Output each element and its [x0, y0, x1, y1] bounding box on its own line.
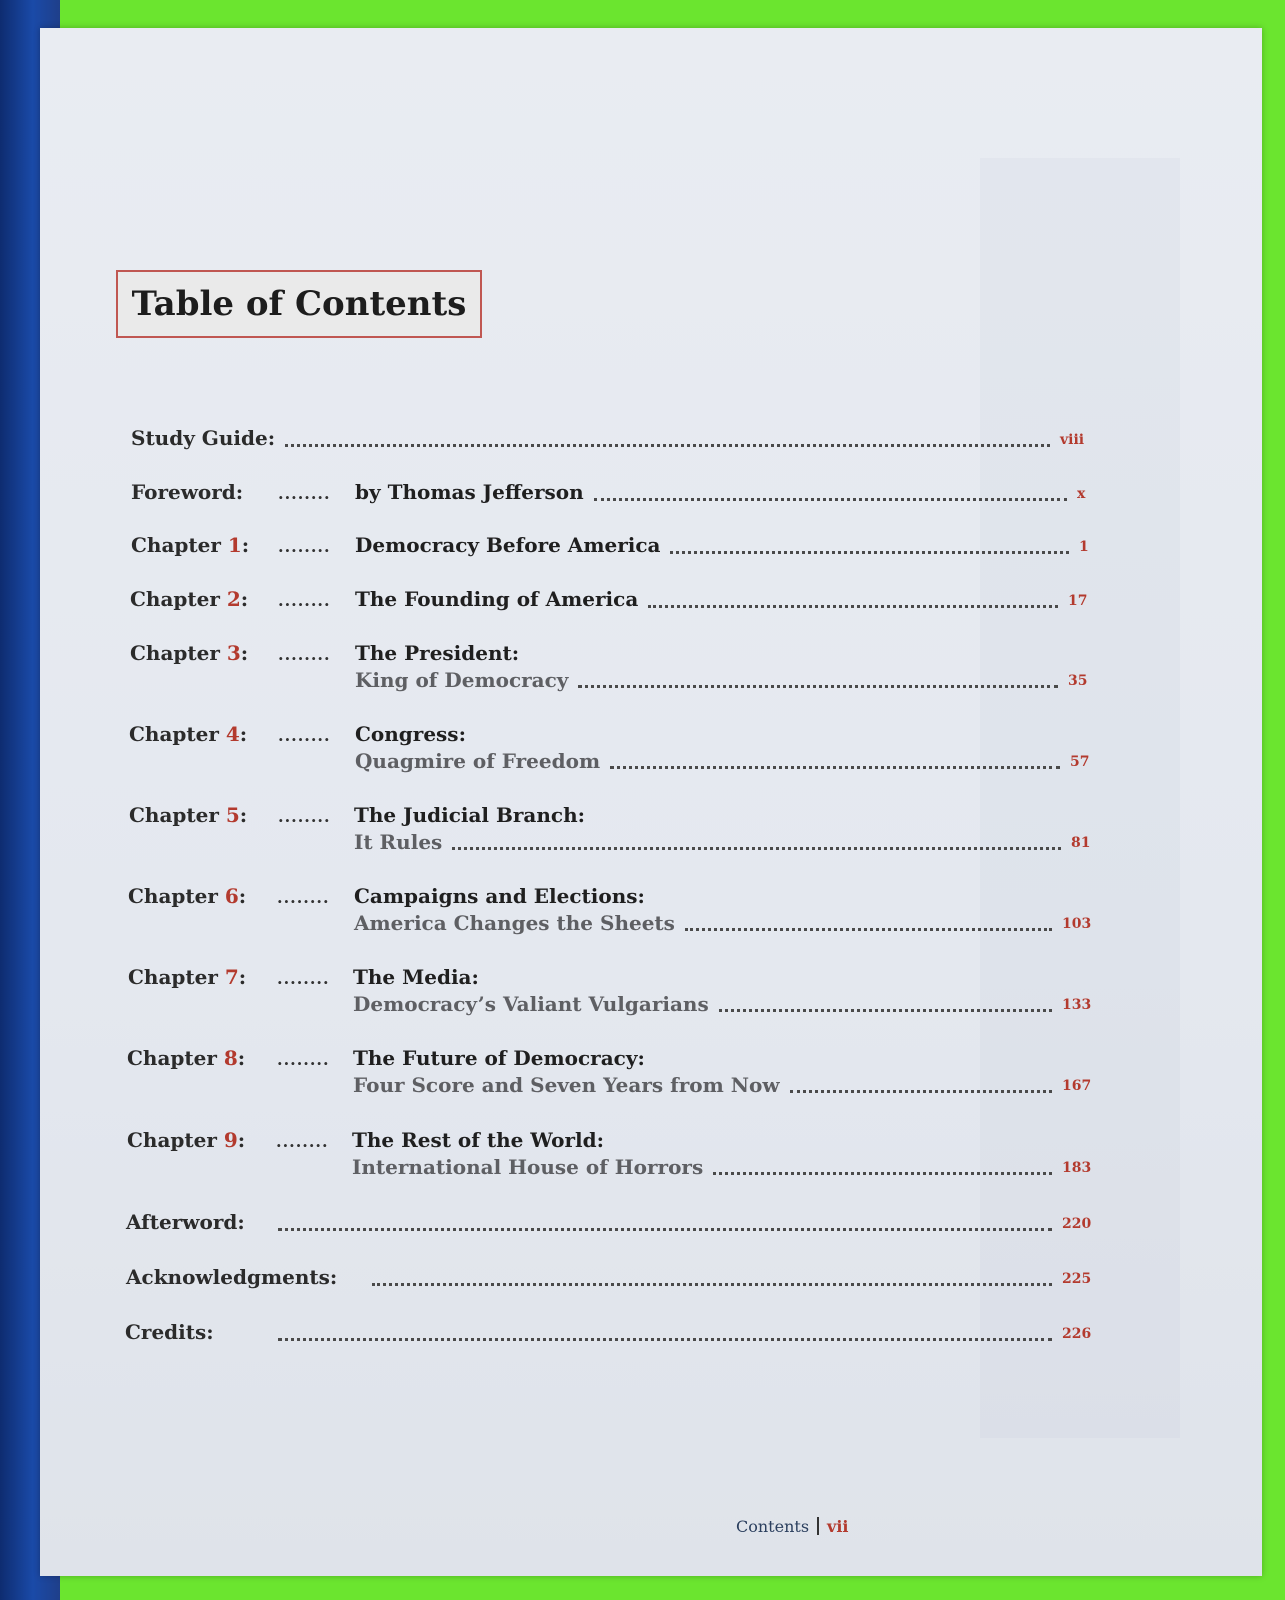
entry-label-text: Chapter [130, 641, 227, 665]
toc-entry [0, 533, 1285, 593]
short-leader-dots: ........ [277, 969, 330, 988]
label-colon: : [239, 722, 248, 746]
leader-dots [372, 1283, 1052, 1286]
entry-title[interactable]: The Media: [353, 965, 479, 989]
leader-dots [790, 1090, 1052, 1093]
entry-title[interactable]: The Judicial Branch: [354, 803, 586, 827]
toc-heading-box [116, 270, 482, 338]
page-number[interactable]: 226 [1062, 1326, 1092, 1342]
leader-dots [278, 1228, 1052, 1231]
entry-label [131, 426, 275, 450]
leader-dots [594, 498, 1067, 501]
leader-dots [610, 766, 1060, 769]
entry-label [131, 480, 243, 504]
footer-page-number: vii [827, 1517, 849, 1536]
page-number[interactable]: 1 [1079, 539, 1089, 555]
page-number[interactable]: 103 [1062, 916, 1092, 932]
entry-label [131, 533, 249, 557]
entry-subtitle[interactable]: Four Score and Seven Years from Now [353, 1073, 780, 1097]
toc-entry [0, 1320, 1285, 1380]
leader-dots [719, 1009, 1052, 1012]
entry-subtitle[interactable]: America Changes the Sheets [354, 911, 675, 935]
entry-title[interactable]: The Future of Democracy: [353, 1046, 645, 1070]
entry-label [130, 641, 248, 665]
short-leader-dots: ........ [277, 1050, 330, 1069]
short-leader-dots: ........ [278, 807, 331, 826]
chapter-number: 4 [225, 722, 240, 746]
toc-entry [0, 641, 1285, 701]
toc-entry [0, 1128, 1285, 1188]
entry-title[interactable]: The Founding of America [355, 587, 639, 611]
entry-label-text: Acknowledgments: [126, 1265, 338, 1289]
toc-entry [0, 480, 1285, 540]
entry-label [127, 1128, 245, 1152]
label-colon: : [240, 587, 249, 611]
page-number[interactable]: 57 [1070, 754, 1090, 770]
entry-label [129, 722, 247, 746]
page-number[interactable]: 35 [1068, 673, 1088, 689]
entry-label-text: Chapter [129, 803, 226, 827]
entry-title[interactable]: The Rest of the World: [352, 1128, 604, 1152]
entry-label [125, 1320, 214, 1344]
leader-dots [285, 444, 1050, 447]
label-colon: : [238, 965, 247, 989]
short-leader-dots: ........ [278, 726, 331, 745]
page-number[interactable]: 81 [1071, 835, 1091, 851]
label-colon: : [238, 884, 247, 908]
entry-label [130, 587, 248, 611]
entry-label [129, 803, 247, 827]
page-number[interactable]: 167 [1062, 1078, 1092, 1094]
page-number[interactable]: 133 [1062, 997, 1092, 1013]
toc-entry [0, 884, 1285, 944]
entry-title[interactable]: Democracy Before America [355, 533, 661, 557]
entry-label-text: Chapter [127, 1128, 224, 1152]
short-leader-dots: ........ [278, 537, 331, 556]
entry-label-text: Credits: [125, 1320, 214, 1344]
entry-subtitle[interactable]: Quagmire of Freedom [355, 749, 601, 773]
leader-dots [578, 685, 1058, 688]
entry-subtitle[interactable]: International House of Horrors [352, 1155, 704, 1179]
entry-label-text: Foreword: [131, 480, 244, 504]
entry-title[interactable]: Congress: [355, 722, 466, 746]
page-number[interactable]: 17 [1068, 593, 1088, 609]
entry-label [127, 1046, 245, 1070]
chapter-number: 2 [226, 587, 241, 611]
entry-label-text: Chapter [128, 884, 225, 908]
toc-entry [0, 426, 1285, 486]
toc-entry [0, 1265, 1285, 1325]
chapter-number: 5 [225, 803, 240, 827]
page-number[interactable]: x [1077, 486, 1086, 502]
toc-entry [0, 1046, 1285, 1106]
page-number[interactable]: 220 [1062, 1216, 1092, 1232]
entry-label-text: Afterword: [126, 1210, 245, 1234]
entry-label [128, 884, 246, 908]
footer-label: Contents [736, 1517, 810, 1536]
page-footer [736, 1517, 848, 1536]
label-colon: : [237, 1046, 246, 1070]
label-colon: : [241, 533, 250, 557]
label-colon: : [240, 641, 249, 665]
entry-title[interactable]: by Thomas Jefferson [355, 480, 584, 504]
chapter-number: 8 [223, 1046, 238, 1070]
entry-label-text: Chapter [130, 587, 227, 611]
page-number[interactable]: 183 [1062, 1160, 1092, 1176]
entry-label-text: Chapter [131, 533, 228, 557]
short-leader-dots: ........ [278, 645, 331, 664]
entry-label [126, 1265, 337, 1289]
toc-entry [0, 965, 1285, 1025]
label-colon: : [237, 1128, 246, 1152]
footer-divider [817, 1517, 819, 1535]
toc-entry [0, 1210, 1285, 1270]
entry-label [128, 965, 246, 989]
chapter-number: 1 [227, 533, 242, 557]
chapter-number: 6 [224, 884, 239, 908]
short-leader-dots: ........ [278, 591, 331, 610]
leader-dots [648, 605, 1058, 608]
entry-title[interactable]: The President: [355, 641, 520, 665]
leader-dots [452, 847, 1061, 850]
short-leader-dots: ........ [278, 484, 331, 503]
leader-dots [670, 551, 1069, 554]
entry-subtitle[interactable]: King of Democracy [355, 668, 569, 692]
chapter-number: 7 [224, 965, 239, 989]
short-leader-dots: ........ [276, 1132, 329, 1151]
chapter-number: 9 [223, 1128, 238, 1152]
entry-label [126, 1210, 245, 1234]
entry-label-text: Chapter [127, 1046, 224, 1070]
entry-label-text: Chapter [128, 965, 225, 989]
entry-subtitle[interactable]: It Rules [354, 830, 443, 854]
toc-entry [0, 587, 1285, 647]
entry-label-text: Chapter [129, 722, 226, 746]
entry-title[interactable]: Campaigns and Elections: [354, 884, 645, 908]
entry-label-text: Study Guide: [131, 426, 276, 450]
label-colon: : [239, 803, 248, 827]
leader-dots [713, 1172, 1052, 1175]
entry-subtitle[interactable]: Democracy’s Valiant Vulgarians [353, 992, 709, 1016]
page-number[interactable]: viii [1060, 432, 1085, 448]
leader-dots [685, 928, 1052, 931]
page-number[interactable]: 225 [1062, 1271, 1092, 1287]
toc-heading: Table of Contents [131, 284, 467, 324]
toc-entry [0, 803, 1285, 863]
chapter-number: 3 [226, 641, 241, 665]
toc-entry [0, 722, 1285, 782]
leader-dots [278, 1338, 1052, 1341]
short-leader-dots: ........ [277, 888, 330, 907]
